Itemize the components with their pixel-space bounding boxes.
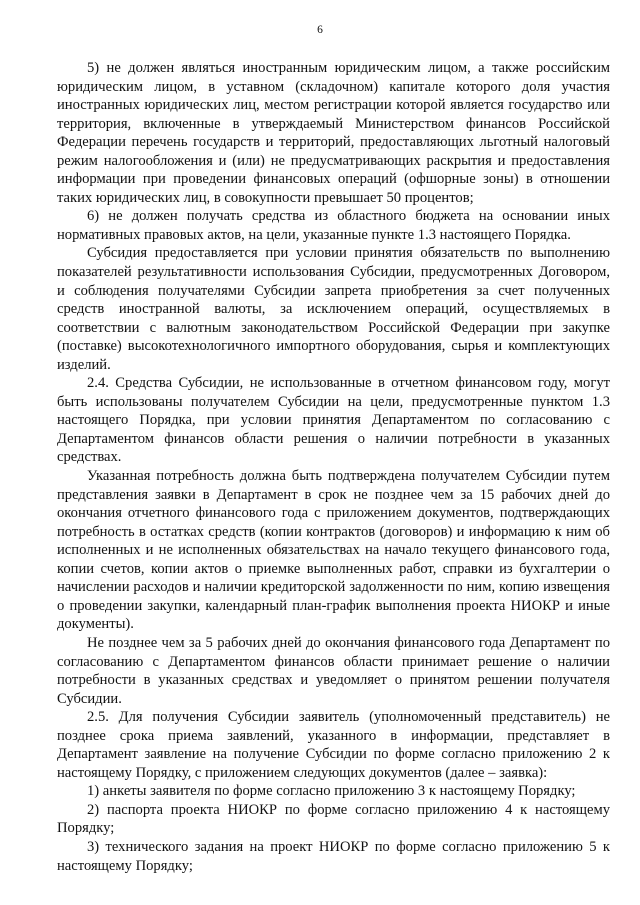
paragraph-item-6: 6) не должен получать средства из областного бюджета на основании иных нормативных правовых актов, на цели, указанные пункте 1.3 настоящего Порядка. <box>57 208 610 243</box>
paragraph-need-confirmation: Указанная потребность должна быть подтверждена получателем Субсидии путем представления заявки в Департамент в срок не позднее чем за 15 рабочих дней до окончания отчетного финансового года с приложением документов, подтверждающих потребность в остатках средств (копии контрактов (договоров) и информацию к ним об исполненных и не исполненных обязательствах на начало текущего финансового года, копии счетов, копии актов о приемке выполненных работ, справки из бухгалтерии о начислении расходов и наличии кредиторской задолженности по ним, копию извещения о проведении закупки, календарный план-график выполнения проекта НИОКР и иные документы). <box>57 468 610 633</box>
paragraph-2-4: 2.4. Средства Субсидии, не использованные в отчетном финансовом году, могут быть использованы получателем Субсидии на цели, предусмотренные пунктом 1.3 настоящего Порядка, при условии принятия Департаментом по согласованию с Департаментом финансов области решения о наличии потребности в указанных средствах. <box>57 375 610 466</box>
list-item-applicant-form: 1) анкеты заявителя по форме согласно приложению 3 к настоящему Порядку; <box>87 783 576 800</box>
paragraph-item-5: 5) не должен являться иностранным юридическим лицом, а также российским юридическим лицом, в уставном (складочном) капитале которого доля участия иностранных юридических лиц, местом регистрации которой является государство или территория, включенные в утверждаемый Министерством финансов Российской Федерации перечень государств и территорий, предоставляющих льготный налоговый режим налогообложения и (или) не предусматривающих раскрытия и предоставления информации при проведении финансовых операций (офшорные зоны) в отношении таких юридических лиц, в совокупности превышает 50 процентов; <box>57 60 610 206</box>
paragraph-2-5: 2.5. Для получения Субсидии заявитель (уполномоченный представитель) не позднее срока приема заявлений, указанного в информации, представляет в Департамент заявление на получение Субсидии по форме согласно приложению 2 к настоящему Порядку, с приложением следующих документов (далее – заявка): <box>57 709 610 781</box>
paragraph-subsidy-conditions: Субсидия предоставляется при условии принятия обязательств по выполнению показателей результативности использования Субсидии, предусмотренных Договором, и соблюдения получателями Субсидии запрета приобретения за счет полученных средств иностранной валюты, за исключением операций, осуществляемых в соответствии с валютным законодательством Российской Федерации при закупке (поставке) высокотехнологичного импортного оборудования, сырья и комплектующих изделий. <box>57 245 610 373</box>
page-number: 6 <box>317 24 323 36</box>
paragraph-decision-deadline: Не позднее чем за 5 рабочих дней до окончания финансового года Департамент по согласованию с Департаментом финансов области принимает решение о наличии потребности в указанных средствах и уведомляет о принятом решении получателя Субсидии. <box>57 634 610 707</box>
list-item-project-passport: 2) паспорта проекта НИОКР по форме согласно приложению 4 к настоящему Порядку; <box>57 801 610 837</box>
list-item-technical-specification: 3) технического задания на проект НИОКР по форме согласно приложению 5 к настоящему Порядку; <box>57 838 610 874</box>
document-body <box>57 59 610 875</box>
